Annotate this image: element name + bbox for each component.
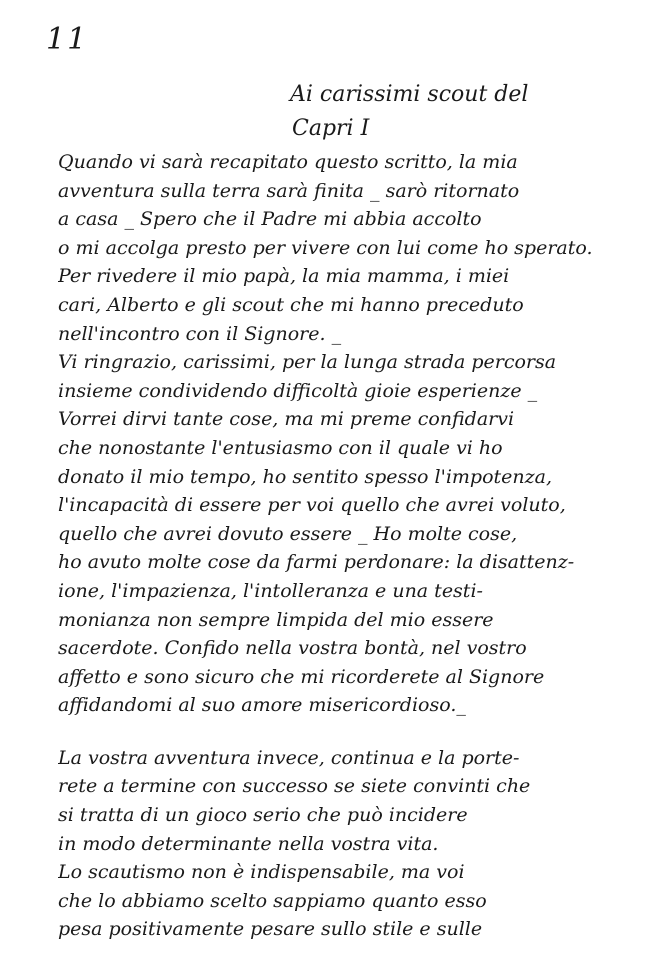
text-line: che nonostante l'entusiasmo con il quale vi ho: [58, 436, 503, 459]
text-line: Vi ringrazio, carissimi, per la lunga strada percorsa: [58, 351, 557, 374]
text-line: nell'incontro con il Signore. _: [58, 322, 342, 345]
text-line: avventura sulla terra sarà finita _ sarò ritornato: [58, 179, 520, 202]
text-line: donato il mio tempo, ho sentito spesso l'impotenza,: [58, 465, 553, 488]
paragraph-gap: [58, 720, 648, 744]
text-line: affetto e sono sicuro che mi ricorderete al Signore: [58, 665, 545, 688]
text-line: rete a termine con successo se siete convinti che: [58, 775, 531, 798]
paragraph-3: [58, 744, 648, 944]
text-line: La vostra avventura invece, continua e la porte-: [58, 746, 520, 769]
letter-body: [58, 148, 648, 944]
text-line: in modo determinante nella vostra vita.: [58, 832, 439, 855]
paragraph-1: [58, 148, 648, 348]
text-line: o mi accolga presto per vivere con lui come ho sperato.: [58, 236, 593, 259]
text-line: Per rivedere il mio papà, la mia mamma, i miei: [58, 265, 510, 288]
heading-line-1: Ai carissimi scout del: [290, 82, 529, 107]
page-number: 11: [46, 22, 89, 57]
text-line: pesa positivamente pesare sullo stile e sulle: [58, 918, 483, 941]
text-line: cari, Alberto e gli scout che mi hanno preceduto: [58, 293, 524, 316]
text-line: insieme condividendo difficoltà gioie esperienze _: [58, 379, 538, 402]
text-line: si tratta di un gioco serio che può incidere: [58, 804, 468, 827]
text-line: Lo scautismo non è indispensabile, ma voi: [58, 861, 465, 884]
heading-line-2: Capri I: [292, 116, 370, 141]
text-line: a casa _ Spero che il Padre mi abbia accolto: [58, 208, 482, 231]
text-line: ione, l'impazienza, l'intolleranza e una testi-: [58, 579, 483, 602]
letter-heading: [290, 78, 630, 146]
text-line: affidandomi al suo amore misericordioso._: [58, 694, 466, 717]
text-line: quello che avrei dovuto essere _ Ho molte cose,: [58, 522, 518, 545]
text-line: monianza non sempre limpida del mio essere: [58, 608, 494, 631]
text-line: ho avuto molte cose da farmi perdonare: la disattenz-: [58, 551, 575, 574]
text-line: Vorrei dirvi tante cose, ma mi preme confidarvi: [58, 408, 515, 431]
paragraph-2: [58, 348, 648, 720]
text-line: Quando vi sarà recapitato questo scritto, la mia: [58, 151, 518, 173]
text-line: sacerdote. Confido nella vostra bontà, nel vostro: [58, 637, 527, 660]
text-line: che lo abbiamo scelto sappiamo quanto esso: [58, 889, 487, 912]
text-line: l'incapacità di essere per voi quello che avrei voluto,: [58, 494, 566, 517]
